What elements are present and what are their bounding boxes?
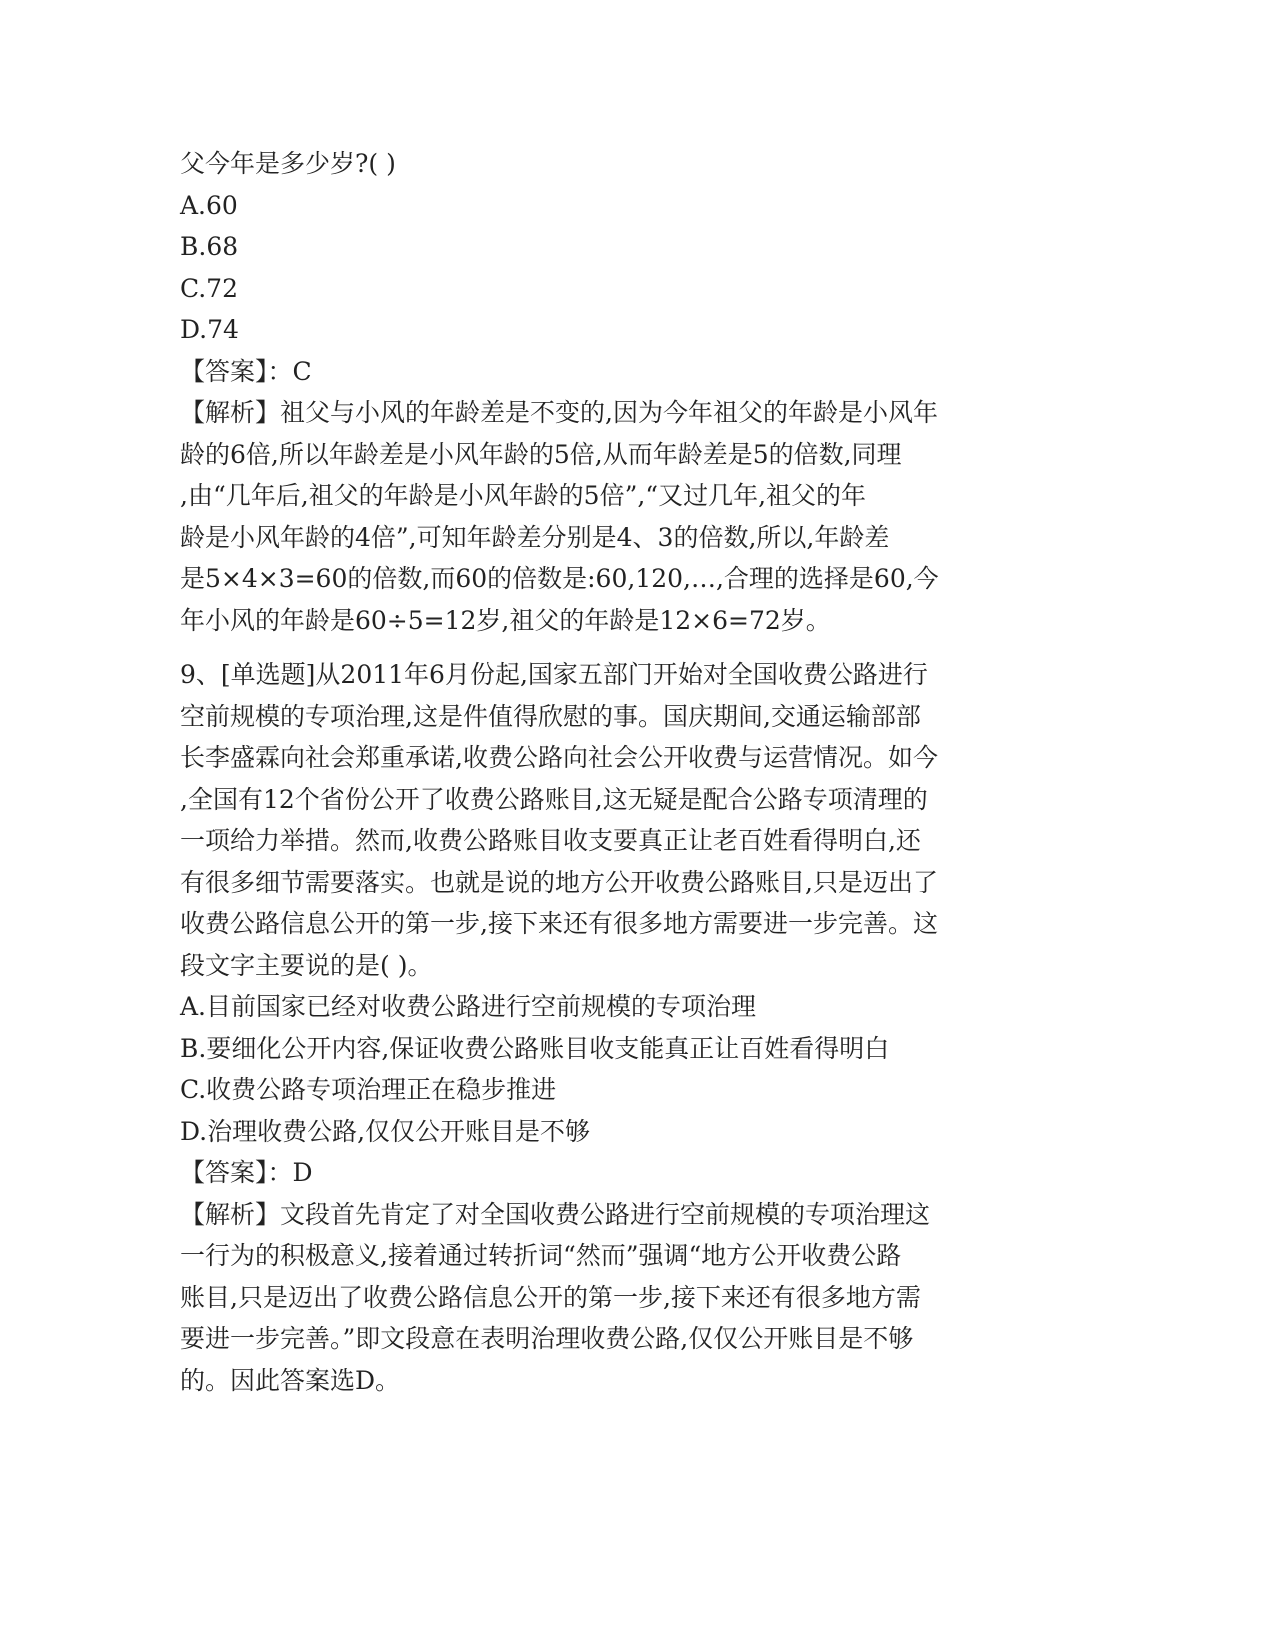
question-8-option-b: B.68 (180, 232, 239, 261)
question-9-stem-line: 9、[单选题]从2011年6月份起,国家五部门开始对全国收费公路进行 (180, 660, 928, 689)
question-8-analysis (180, 392, 1040, 641)
question-9-stem-line: 有很多细节需要落实。也就是说的地方公开收费公路账目,只是迈出了 (180, 867, 938, 897)
question-8-analysis-line: 龄的6倍,所以年龄差是小风年龄的5倍,从而年龄差是5的倍数,同理 (180, 439, 902, 469)
question-9-analysis-line: 一行为的积极意义,接着通过转折词“然而”强调“地方公开收费公路 (180, 1241, 902, 1270)
question-9-stem-line: 收费公路信息公开的第一步,接下来还有很多地方需要进一步完善。这 (180, 909, 938, 938)
question-8-section (180, 143, 1040, 641)
question-9-answer: 【答案】：D (180, 1158, 313, 1187)
question-8-option-d: D.74 (180, 315, 239, 344)
question-9-stem (180, 654, 1040, 986)
question-9-stem-line: 长李盛霖向社会郑重承诺,收费公路向社会公开收费与运营情况。如今 (180, 743, 938, 772)
question-9-option-b: B.要细化公开内容,保证收费公路账目收支能真正让百姓看得明白 (180, 1033, 890, 1063)
question-9-analysis-line: 【解析】文段首先肯定了对全国收费公路进行空前规模的专项治理这 (180, 1199, 931, 1229)
question-9-stem-line: 段文字主要说的是( )。 (180, 950, 433, 980)
question-8-analysis-line: ,由“几年后,祖父的年龄是小风年龄的5倍”,“又过几年,祖父的年 (180, 481, 867, 510)
question-8-option-a: A.60 (180, 190, 238, 220)
question-8-analysis-line: 龄是小风年龄的4倍”,可知年龄差分别是4、3的倍数,所以,年龄差 (180, 522, 890, 552)
question-9-analysis-line: 账目,只是迈出了收费公路信息公开的第一步,接下来还有很多地方需 (180, 1282, 921, 1312)
question-9-stem-line: 空前规模的专项治理,这是件值得欣慰的事。国庆期间,交通运输部部 (180, 701, 921, 731)
question-9-stem-line: 一项给力举措。然而,收费公路账目收支要真正让老百姓看得明白,还 (180, 826, 921, 855)
section-spacer (180, 641, 1040, 654)
question-9-option-a: A.目前国家已经对收费公路进行空前规模的专项治理 (180, 992, 757, 1021)
question-9-analysis (180, 1194, 1040, 1402)
question-9-option-c: C.收费公路专项治理正在稳步推进 (180, 1075, 557, 1104)
question-8-answer: 【答案】：C (180, 356, 312, 386)
question-8-stem-tail: 父今年是多少岁?( ) (180, 149, 396, 178)
document-page (180, 143, 1040, 1401)
question-8-analysis-line: 年小风的年龄是60÷5=12岁,祖父的年龄是12×6=72岁。 (180, 605, 831, 635)
question-9-analysis-line: 的。因此答案选D。 (180, 1365, 401, 1395)
question-9-analysis-line: 要进一步完善。”即文段意在表明治理收费公路,仅仅公开账目是不够 (180, 1324, 914, 1353)
question-9-section (180, 654, 1040, 1401)
question-9-stem-line: ,全国有12个省份公开了收费公路账目,这无疑是配合公路专项清理的 (180, 784, 928, 814)
question-8-analysis-line: 【解析】祖父与小风的年龄差是不变的,因为今年祖父的年龄是小风年 (180, 398, 938, 427)
question-8-analysis-line: 是5×4×3=60的倍数,而60的倍数是:60,120,…,合理的选择是60,今 (180, 564, 939, 593)
question-8-option-c: C.72 (180, 273, 238, 303)
question-9-option-d: D.治理收费公路,仅仅公开账目是不够 (180, 1116, 591, 1146)
